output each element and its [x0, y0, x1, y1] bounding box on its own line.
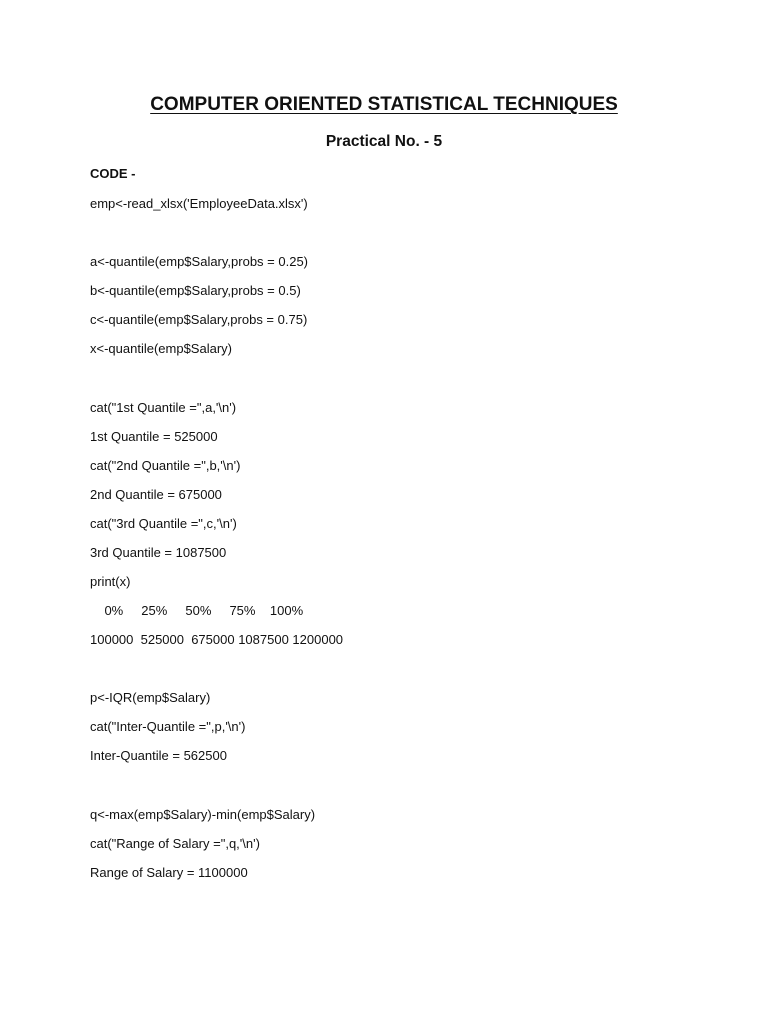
code-line: cat("3rd Quantile =",c,'\n')	[90, 516, 237, 531]
output-line: Inter-Quantile = 562500	[90, 748, 227, 763]
code-line: cat("2nd Quantile =",b,'\n')	[90, 458, 241, 473]
practical-number: Practical No. - 5	[325, 133, 443, 150]
output-line: Range of Salary = 1100000	[90, 865, 248, 880]
code-line: emp<-read_xlsx('EmployeeData.xlsx')	[90, 196, 308, 211]
code-line: x<-quantile(emp$Salary)	[90, 341, 232, 356]
code-line: cat("1st Quantile =",a,'\n')	[90, 400, 237, 415]
output-line: 0% 25% 50% 75% 100%	[90, 603, 304, 618]
document-title: COMPUTER ORIENTED STATISTICAL TECHNIQUES	[150, 94, 618, 115]
output-line: 3rd Quantile = 1087500	[90, 545, 227, 560]
code-line: p<-IQR(emp$Salary)	[90, 690, 211, 705]
output-line: 100000 525000 675000 1087500 1200000	[90, 632, 344, 647]
code-line: print(x)	[90, 574, 131, 589]
code-line: b<-quantile(emp$Salary,probs = 0.5)	[90, 283, 301, 298]
code-label: CODE -	[90, 166, 136, 181]
code-line: a<-quantile(emp$Salary,probs = 0.25)	[90, 254, 308, 269]
code-line: c<-quantile(emp$Salary,probs = 0.75)	[90, 312, 308, 327]
code-line: cat("Inter-Quantile =",p,'\n')	[90, 719, 246, 734]
output-line: 1st Quantile = 525000	[90, 429, 218, 444]
output-line: 2nd Quantile = 675000	[90, 487, 222, 502]
code-line: q<-max(emp$Salary)-min(emp$Salary)	[90, 807, 316, 822]
code-line: cat("Range of Salary =",q,'\n')	[90, 836, 260, 851]
